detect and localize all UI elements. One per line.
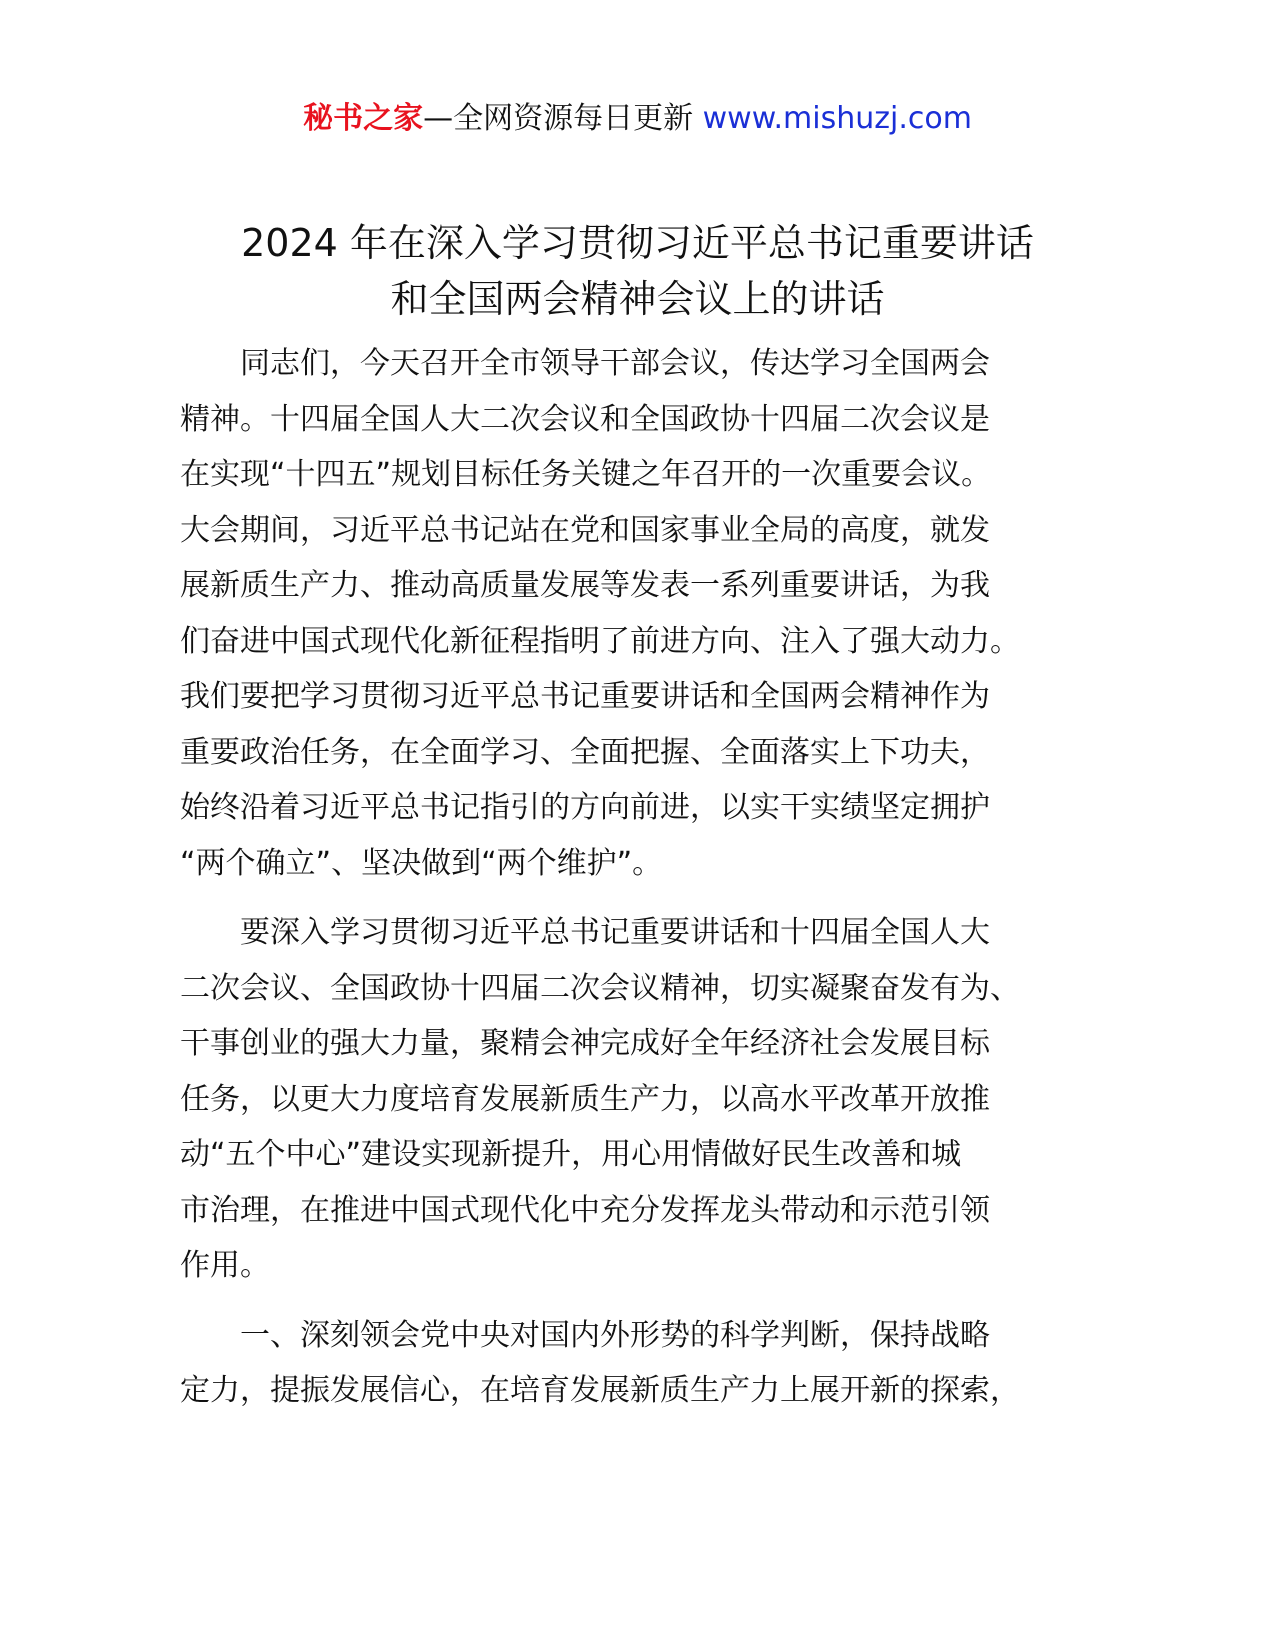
text-line: 二次会议、全国政协十四届二次会议精神，切实凝聚奋发有为、 <box>180 970 1020 1006</box>
text-line: 同志们，今天召开全市领导干部会议，传达学习全国两会 <box>180 346 990 381</box>
text-line: 们奋进中国式现代化新征程指明了前进方向、注入了强大动力。 <box>180 623 1020 659</box>
text-line: 在实现“十四五”规划目标任务关键之年召开的一次重要会议。 <box>180 457 992 492</box>
text-line: 动“五个中心”建设实现新提升，用心用情做好民生改善和城 <box>180 1137 962 1172</box>
text-line: 展新质生产力、推动高质量发展等发表一系列重要讲话，为我 <box>180 568 990 603</box>
text-line: 任务，以更大力度培育发展新质生产力，以高水平改革开放推 <box>180 1081 990 1117</box>
header-tagline: —全网资源每日更新 <box>423 101 694 136</box>
text-line: 精神。十四届全国人大二次会议和全国政协十四届二次会议是 <box>180 401 990 437</box>
text-line: 要深入学习贯彻习近平总书记重要讲话和十四届全国人大 <box>180 915 990 950</box>
site-header <box>0 98 1275 140</box>
text-line: “两个确立”、坚决做到“两个维护”。 <box>180 845 663 881</box>
title-line: 2024 年在深入学习贯彻习近平总书记重要讲话 <box>241 221 1034 265</box>
paragraph-2 <box>180 905 1080 1294</box>
text-line: 定力，提振发展信心，在培育发展新质生产力上展开新的探索， <box>180 1373 1020 1408</box>
text-line: 干事创业的强大力量，聚精会神完成好全年经济社会发展目标 <box>180 1026 990 1061</box>
brand-name: 秘书之家 <box>303 101 424 136</box>
title-line: 和全国两会精神会议上的讲话 <box>390 277 885 321</box>
text-line: 作用。 <box>180 1248 270 1283</box>
text-line: 市治理，在推进中国式现代化中充分发挥龙头带动和示范引领 <box>180 1192 990 1228</box>
text-line: 始终沿着习近平总书记指引的方向前进，以实干实绩坚定拥护 <box>180 790 990 825</box>
text-line: 大会期间，习近平总书记站在党和国家事业全局的高度，就发 <box>180 512 990 548</box>
document-body <box>180 336 1080 1419</box>
paragraph-3 <box>180 1308 1080 1419</box>
paragraph-1 <box>180 336 1080 891</box>
text-line: 一、深刻领会党中央对国内外形势的科学判断，保持战略 <box>180 1317 990 1353</box>
text-line: 重要政治任务，在全面学习、全面把握、全面落实上下功夫， <box>180 734 990 770</box>
text-line: 我们要把学习贯彻习近平总书记重要讲话和全国两会精神作为 <box>180 679 990 714</box>
document-title <box>150 215 1125 327</box>
site-url-link[interactable]: www.mishuzj.com <box>702 101 972 136</box>
